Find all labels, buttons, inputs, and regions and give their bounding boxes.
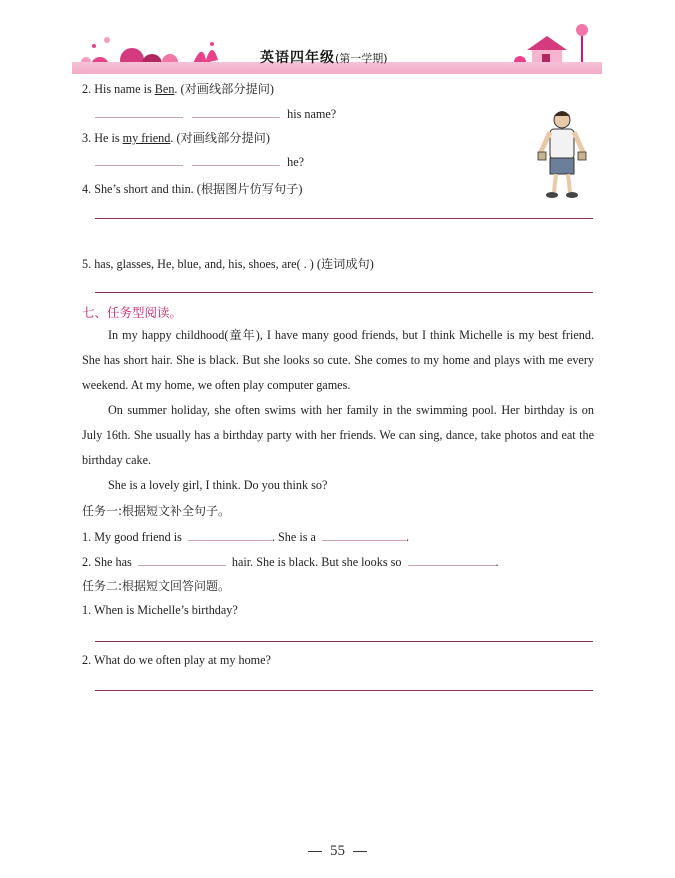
dash-left xyxy=(308,851,322,852)
answer-rule[interactable] xyxy=(95,292,593,293)
task2-title: 任务二:根据短文回答问题。 xyxy=(82,579,231,593)
underlined-word: my friend xyxy=(122,131,171,145)
reading-paragraph-1: In my happy childhood(童年), I have many good friends, but I think Michelle is my best friend. She has short hair. She is black. But she looks so cute. She comes to my home and plays with me every weekend. At my home, we often play computer games. xyxy=(82,328,594,392)
blank[interactable] xyxy=(322,528,406,541)
blank[interactable] xyxy=(192,153,280,166)
page-number: 55 xyxy=(0,843,675,860)
blank[interactable] xyxy=(188,528,272,541)
reading-paragraph-2: On summer holiday, she often swims with her family in the swimming pool. Her birthday is on July 16th. She usually has a birthday party with her friends. We can sing, dance, take photos and eat the birthday cake. xyxy=(82,403,594,467)
question-4: 4. She’s short and thin. (根据图片仿写句子) xyxy=(82,182,303,196)
answer-rule[interactable] xyxy=(95,218,593,219)
task2-question-2: 2. What do we often play at my home? xyxy=(82,653,271,667)
answer-line-2: his name? xyxy=(95,105,336,122)
underlined-word: Ben xyxy=(154,82,175,96)
blank[interactable] xyxy=(95,153,183,166)
header-subtitle: (第一学期) xyxy=(335,52,388,65)
answer-rule[interactable] xyxy=(95,690,593,691)
task1-sentence-1: 1. My good friend is . She is a . xyxy=(82,530,410,544)
boy-figure-icon xyxy=(534,108,590,200)
blank[interactable] xyxy=(138,553,226,566)
answer-line-3: he? xyxy=(95,153,304,170)
task1-title: 任务一:根据短文补全句子。 xyxy=(82,504,231,518)
blank[interactable] xyxy=(408,553,496,566)
question-5: 5. has, glasses, He, blue, and, his, shoes, are( . ) (连词成句) xyxy=(82,257,374,271)
answer-rule[interactable] xyxy=(95,641,593,642)
reading-paragraph-3: She is a lovely girl, I think. Do you think so? xyxy=(108,478,328,492)
page-header xyxy=(72,22,602,74)
blank[interactable] xyxy=(192,105,280,118)
task2-question-1: 1. When is Michelle’s birthday? xyxy=(82,603,238,617)
dash-right xyxy=(353,851,367,852)
header-title: 英语四年级(第一学期) xyxy=(260,50,388,66)
task1-sentence-2: 2. She has hair. She is black. But she looks so . xyxy=(82,555,499,569)
blank[interactable] xyxy=(95,105,183,118)
question-2: 2. His name is Ben. (对画线部分提问) xyxy=(82,82,274,96)
question-3: 3. He is my friend. (对画线部分提问) xyxy=(82,131,270,145)
section-title: 七、任务型阅读。 xyxy=(82,305,183,320)
